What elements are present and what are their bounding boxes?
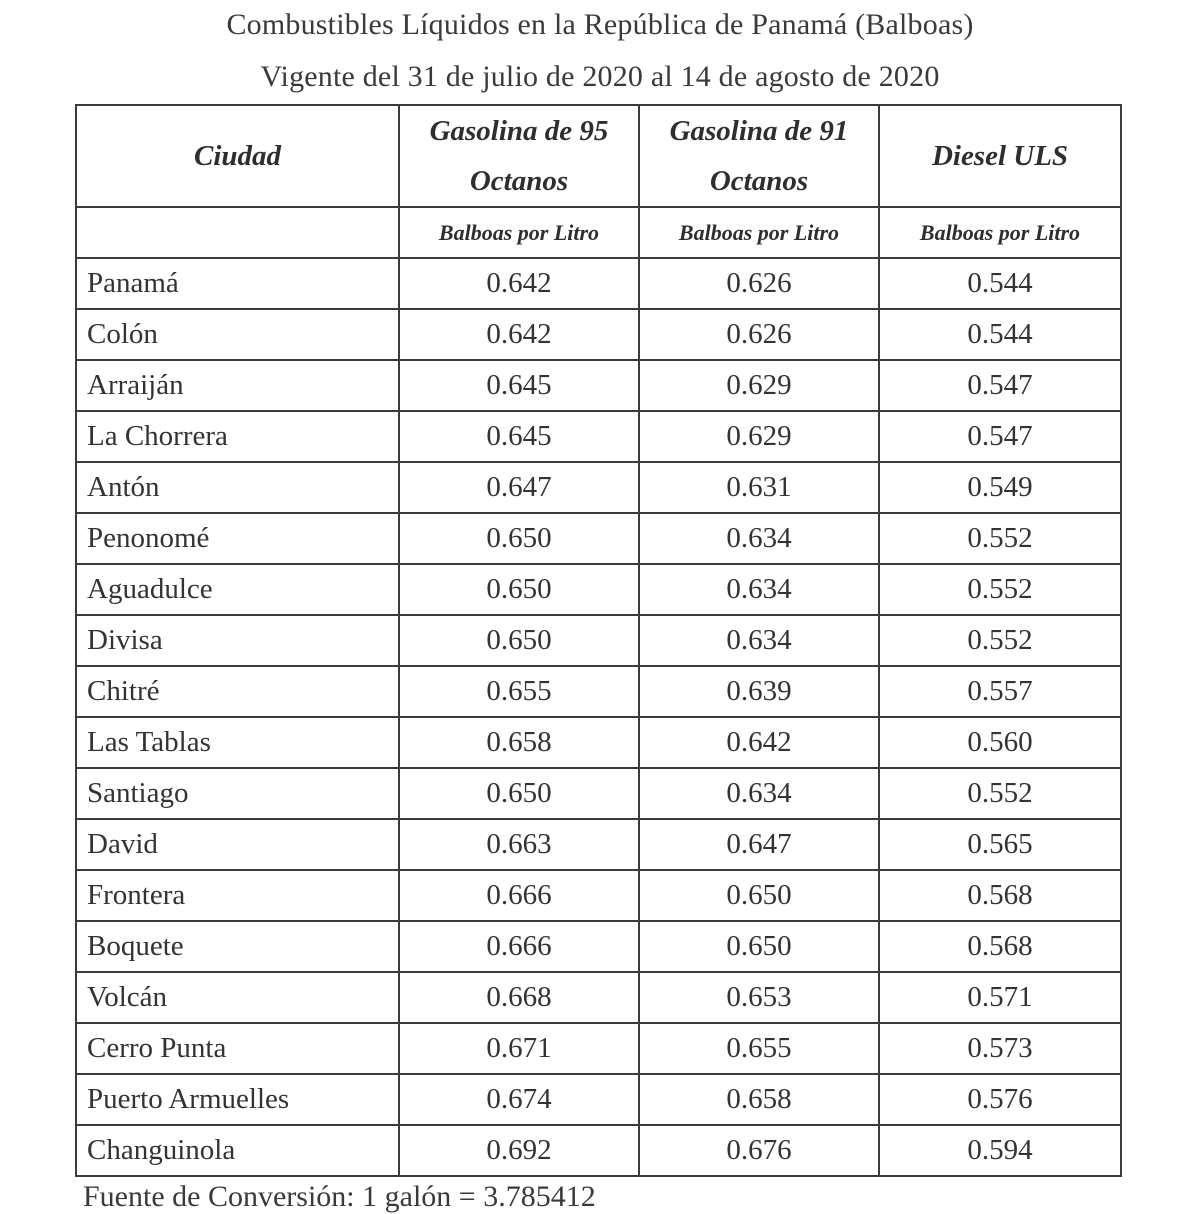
table-row — [76, 411, 1121, 462]
table-row — [76, 1125, 1121, 1176]
diesel-price: 0.549 — [879, 462, 1121, 513]
gasolina-95-price: 0.655 — [399, 666, 639, 717]
diesel-price: 0.594 — [879, 1125, 1121, 1176]
table-title: Combustibles Líquidos en la República de Panamá (Balboas) — [226, 8, 974, 41]
gasolina-91-price: 0.647 — [639, 819, 879, 870]
header-gasolina-95 — [399, 105, 639, 207]
city-cell: Antón — [76, 462, 399, 513]
gasolina-95-price: 0.647 — [399, 462, 639, 513]
diesel-price: 0.544 — [879, 258, 1121, 309]
table-row — [76, 870, 1121, 921]
gasolina-91-price: 0.653 — [639, 972, 879, 1023]
gasolina-95-price: 0.645 — [399, 411, 639, 462]
header-city: Ciudad — [76, 105, 399, 207]
city-cell: Penonomé — [76, 513, 399, 564]
unit-gasolina-95: Balboas por Litro — [399, 207, 639, 258]
gasolina-95-price: 0.674 — [399, 1074, 639, 1125]
diesel-price: 0.568 — [879, 870, 1121, 921]
city-cell: Santiago — [76, 768, 399, 819]
city-cell: David — [76, 819, 399, 870]
header-gasolina-95-line2: Octanos — [469, 165, 569, 197]
gasolina-91-price: 0.639 — [639, 666, 879, 717]
gasolina-95-price: 0.650 — [399, 768, 639, 819]
table-row — [76, 819, 1121, 870]
city-cell: Divisa — [76, 615, 399, 666]
table-row — [76, 972, 1121, 1023]
gasolina-95-price: 0.645 — [399, 360, 639, 411]
gasolina-91-price: 0.642 — [639, 717, 879, 768]
gasolina-91-price: 0.631 — [639, 462, 879, 513]
gasolina-91-price: 0.658 — [639, 1074, 879, 1125]
gasolina-95-price: 0.671 — [399, 1023, 639, 1074]
gasolina-95-price: 0.642 — [399, 309, 639, 360]
diesel-price: 0.547 — [879, 411, 1121, 462]
table-row — [76, 768, 1121, 819]
city-cell: Panamá — [76, 258, 399, 309]
gasolina-95-price: 0.692 — [399, 1125, 639, 1176]
table-row — [76, 309, 1121, 360]
header-row — [76, 105, 1121, 207]
unit-city — [76, 207, 399, 258]
gasolina-95-price: 0.658 — [399, 717, 639, 768]
table-row — [76, 564, 1121, 615]
city-cell: Frontera — [76, 870, 399, 921]
unit-diesel: Balboas por Litro — [879, 207, 1121, 258]
table-row — [76, 1074, 1121, 1125]
city-cell: Volcán — [76, 972, 399, 1023]
gasolina-91-price: 0.634 — [639, 513, 879, 564]
table-row — [76, 666, 1121, 717]
gasolina-91-price: 0.650 — [639, 921, 879, 972]
diesel-price: 0.552 — [879, 564, 1121, 615]
gasolina-91-price: 0.634 — [639, 615, 879, 666]
gasolina-95-price: 0.666 — [399, 870, 639, 921]
fuel-price-table — [75, 104, 1122, 1177]
gasolina-91-price: 0.676 — [639, 1125, 879, 1176]
table-row — [76, 921, 1121, 972]
footnote: Fuente de Conversión: 1 galón = 3.785412 — [83, 1180, 596, 1213]
city-cell: Changuinola — [76, 1125, 399, 1176]
unit-gasolina-91: Balboas por Litro — [639, 207, 879, 258]
gasolina-91-price: 0.650 — [639, 870, 879, 921]
table-row — [76, 513, 1121, 564]
city-cell: Las Tablas — [76, 717, 399, 768]
diesel-price: 0.565 — [879, 819, 1121, 870]
table-row — [76, 1023, 1121, 1074]
table-body — [76, 258, 1121, 1176]
gasolina-91-price: 0.626 — [639, 258, 879, 309]
gasolina-91-price: 0.634 — [639, 564, 879, 615]
gasolina-91-price: 0.629 — [639, 411, 879, 462]
city-cell: Chitré — [76, 666, 399, 717]
diesel-price: 0.576 — [879, 1074, 1121, 1125]
diesel-price: 0.552 — [879, 615, 1121, 666]
gasolina-95-price: 0.666 — [399, 921, 639, 972]
header-gasolina-95-line1: Gasolina de 95 — [429, 115, 609, 147]
header-gasolina-91 — [639, 105, 879, 207]
header-diesel: Diesel ULS — [879, 105, 1121, 207]
gasolina-91-price: 0.629 — [639, 360, 879, 411]
city-cell: Aguadulce — [76, 564, 399, 615]
diesel-price: 0.552 — [879, 768, 1121, 819]
gasolina-91-price: 0.655 — [639, 1023, 879, 1074]
diesel-price: 0.557 — [879, 666, 1121, 717]
table-row — [76, 258, 1121, 309]
gasolina-95-price: 0.650 — [399, 513, 639, 564]
diesel-price: 0.552 — [879, 513, 1121, 564]
diesel-price: 0.560 — [879, 717, 1121, 768]
diesel-price: 0.573 — [879, 1023, 1121, 1074]
gasolina-91-price: 0.626 — [639, 309, 879, 360]
gasolina-91-price: 0.634 — [639, 768, 879, 819]
header-gasolina-91-line2: Octanos — [709, 165, 809, 197]
gasolina-95-price: 0.663 — [399, 819, 639, 870]
diesel-price: 0.544 — [879, 309, 1121, 360]
gasolina-95-price: 0.650 — [399, 564, 639, 615]
table-row — [76, 462, 1121, 513]
diesel-price: 0.568 — [879, 921, 1121, 972]
diesel-price: 0.547 — [879, 360, 1121, 411]
header-gasolina-91-line1: Gasolina de 91 — [669, 115, 849, 147]
city-cell: Colón — [76, 309, 399, 360]
table-row — [76, 360, 1121, 411]
city-cell: Boquete — [76, 921, 399, 972]
diesel-price: 0.571 — [879, 972, 1121, 1023]
gasolina-95-price: 0.642 — [399, 258, 639, 309]
gasolina-95-price: 0.650 — [399, 615, 639, 666]
validity-period: Vigente del 31 de julio de 2020 al 14 de agosto de 2020 — [260, 60, 940, 93]
city-cell: Puerto Armuelles — [76, 1074, 399, 1125]
city-cell: Arraiján — [76, 360, 399, 411]
table-row — [76, 717, 1121, 768]
city-cell: La Chorrera — [76, 411, 399, 462]
gasolina-95-price: 0.668 — [399, 972, 639, 1023]
table-row — [76, 615, 1121, 666]
city-cell: Cerro Punta — [76, 1023, 399, 1074]
unit-row — [76, 207, 1121, 258]
